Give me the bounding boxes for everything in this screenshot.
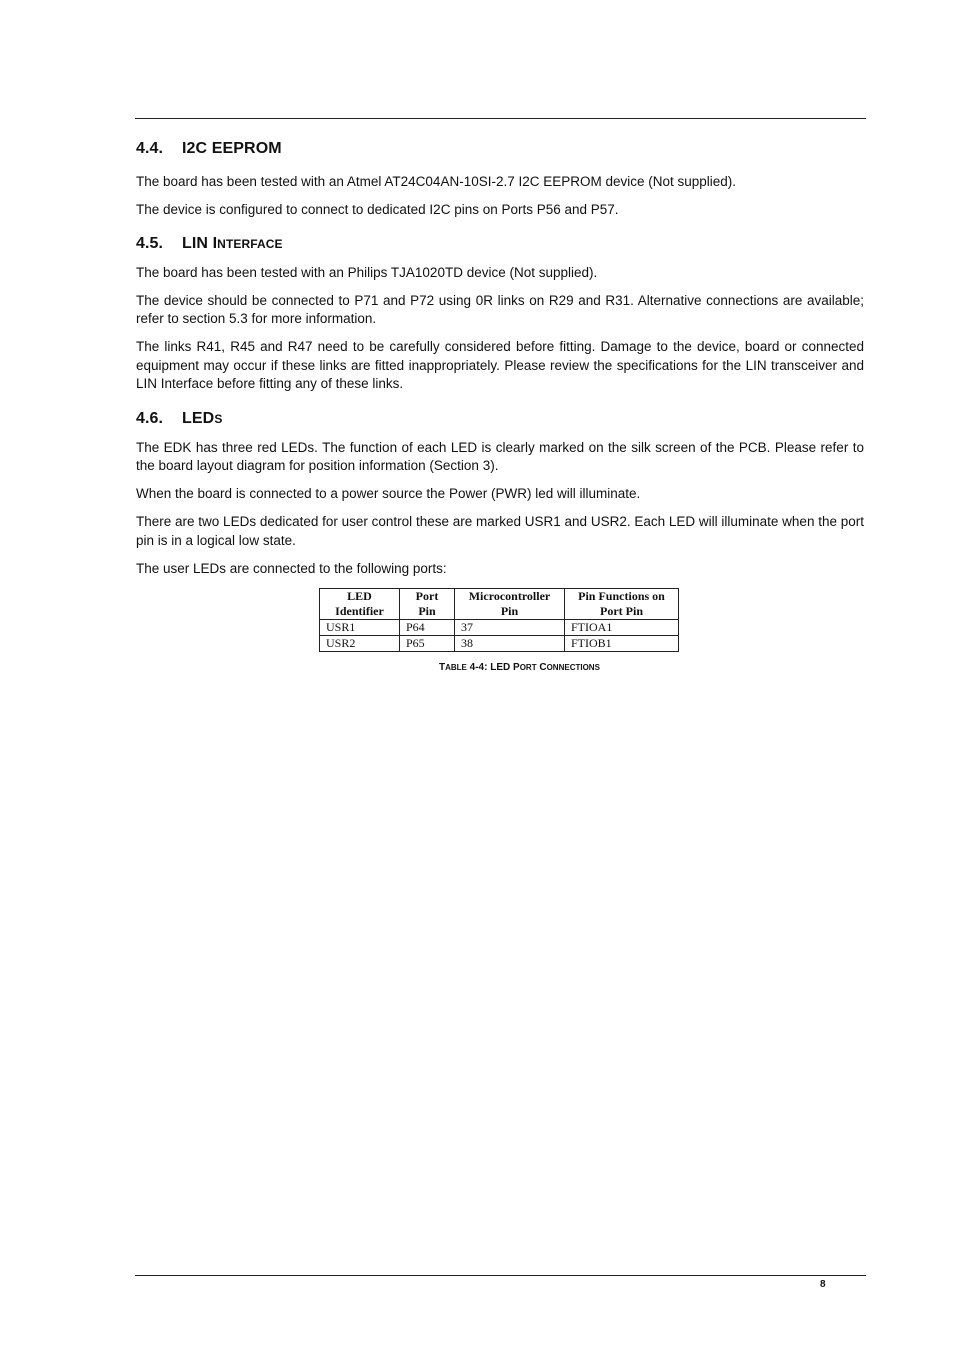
- paragraph: The board has been tested with an Philips TJA1020TD device (Not supplied).: [136, 264, 598, 280]
- table-header-row: [320, 589, 679, 620]
- table-caption: TABLE 4-4: LED PORT CONNECTIONS: [439, 662, 600, 673]
- table-cell: P64: [400, 620, 455, 636]
- table-header-cell: Microcontroller Pin: [455, 589, 565, 620]
- table-cell: FTIOA1: [565, 620, 679, 636]
- table-cell: 37: [455, 620, 565, 636]
- paragraph: The board has been tested with an Atmel AT24C04AN-10SI-2.7 I2C EEPROM device (Not supplied).: [136, 174, 737, 189]
- section-heading-leds: 4.6. LEDS: [136, 409, 223, 427]
- header-rule: [135, 118, 866, 119]
- paragraph: When the board is connected to a power source the Power (PWR) led will illuminate.: [136, 486, 641, 501]
- paragraph: There are two LEDs dedicated for user control these are marked USR1 and USR2. Each LED will illuminate when the port pin is in a logical low state.: [136, 514, 864, 548]
- table-header-cell: Pin Functions on Port Pin: [565, 589, 679, 620]
- table-cell: P65: [400, 636, 455, 652]
- table-header-cell: Port Pin: [400, 589, 455, 620]
- paragraph: The EDK has three red LEDs. The function of each LED is clearly marked on the silk screen of the PCB. Please refer to the board layout diagram for position information (Section 3).: [136, 439, 864, 473]
- paragraph: The device is configured to connect to dedicated I2C pins on Ports P56 and P57.: [136, 202, 619, 217]
- table-header-cell: LED Identifier: [320, 589, 400, 620]
- page-content: [136, 136, 864, 673]
- paragraph: The user LEDs are connected to the following ports:: [136, 560, 447, 576]
- table-cell: FTIOB1: [565, 636, 679, 652]
- page-number: 8: [820, 1279, 826, 1290]
- table-cell: USR1: [320, 620, 400, 636]
- paragraph: The links R41, R45 and R47 need to be carefully considered before fitting. Damage to the device, board or connected equipment may occur if these links are fitted inappropriately. Please review the specifications for the LIN transceiver and LIN Interface before fitting any of these links.: [136, 339, 864, 391]
- table-cell: 38: [455, 636, 565, 652]
- table-row: [320, 620, 679, 636]
- table-cell: USR2: [320, 636, 400, 652]
- table-row: [320, 636, 679, 652]
- led-port-table: [319, 588, 679, 652]
- section-heading-lin-interface: 4.5. LIN INTERFACE: [136, 234, 283, 252]
- section-heading-i2c-eeprom: 4.4. I2C EEPROM: [136, 140, 282, 157]
- paragraph: The device should be connected to P71 and P72 using 0R links on R29 and R31. Alternative connections are available; refer to section 5.3 for more information.: [136, 292, 864, 326]
- footer-rule: [135, 1275, 866, 1276]
